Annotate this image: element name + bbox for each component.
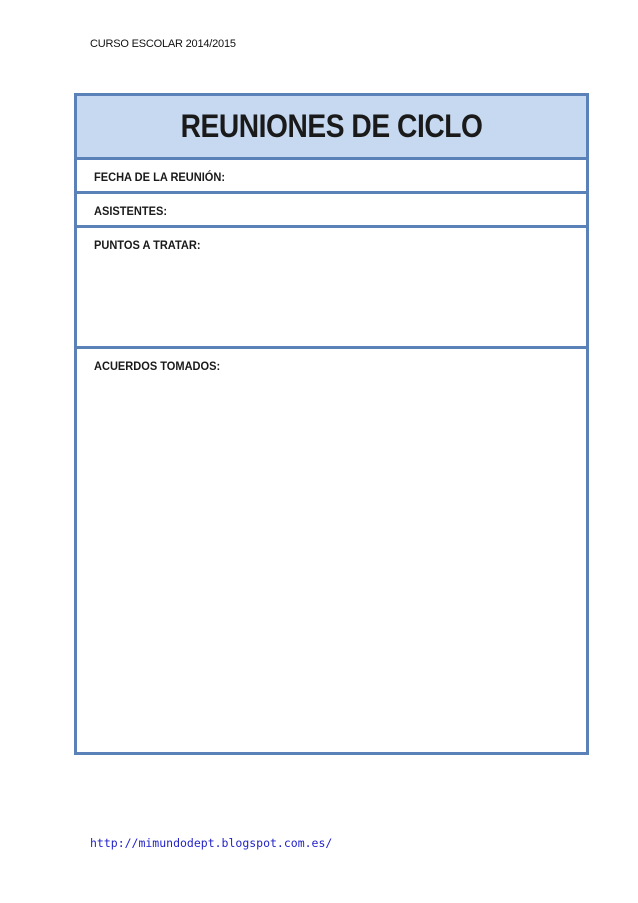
attendees-field[interactable]: [77, 194, 586, 228]
agreements-label: ACUERDOS TOMADOS:: [94, 359, 221, 373]
meeting-date-field[interactable]: [77, 160, 586, 194]
meeting-date-label: FECHA DE LA REUNIÓN:: [94, 170, 226, 184]
form-title-row: [77, 96, 586, 160]
blog-link[interactable]: http://mimundodept.blogspot.com.es/: [90, 836, 333, 850]
meeting-form: [74, 93, 589, 755]
attendees-label: ASISTENTES:: [94, 204, 167, 218]
form-title: REUNIONES DE CICLO: [180, 108, 483, 144]
agenda-points-field[interactable]: [77, 228, 586, 349]
course-year-header: CURSO ESCOLAR 2014/2015: [90, 38, 236, 50]
agreements-field[interactable]: [77, 349, 586, 750]
agenda-points-label: PUNTOS A TRATAR:: [94, 238, 201, 252]
